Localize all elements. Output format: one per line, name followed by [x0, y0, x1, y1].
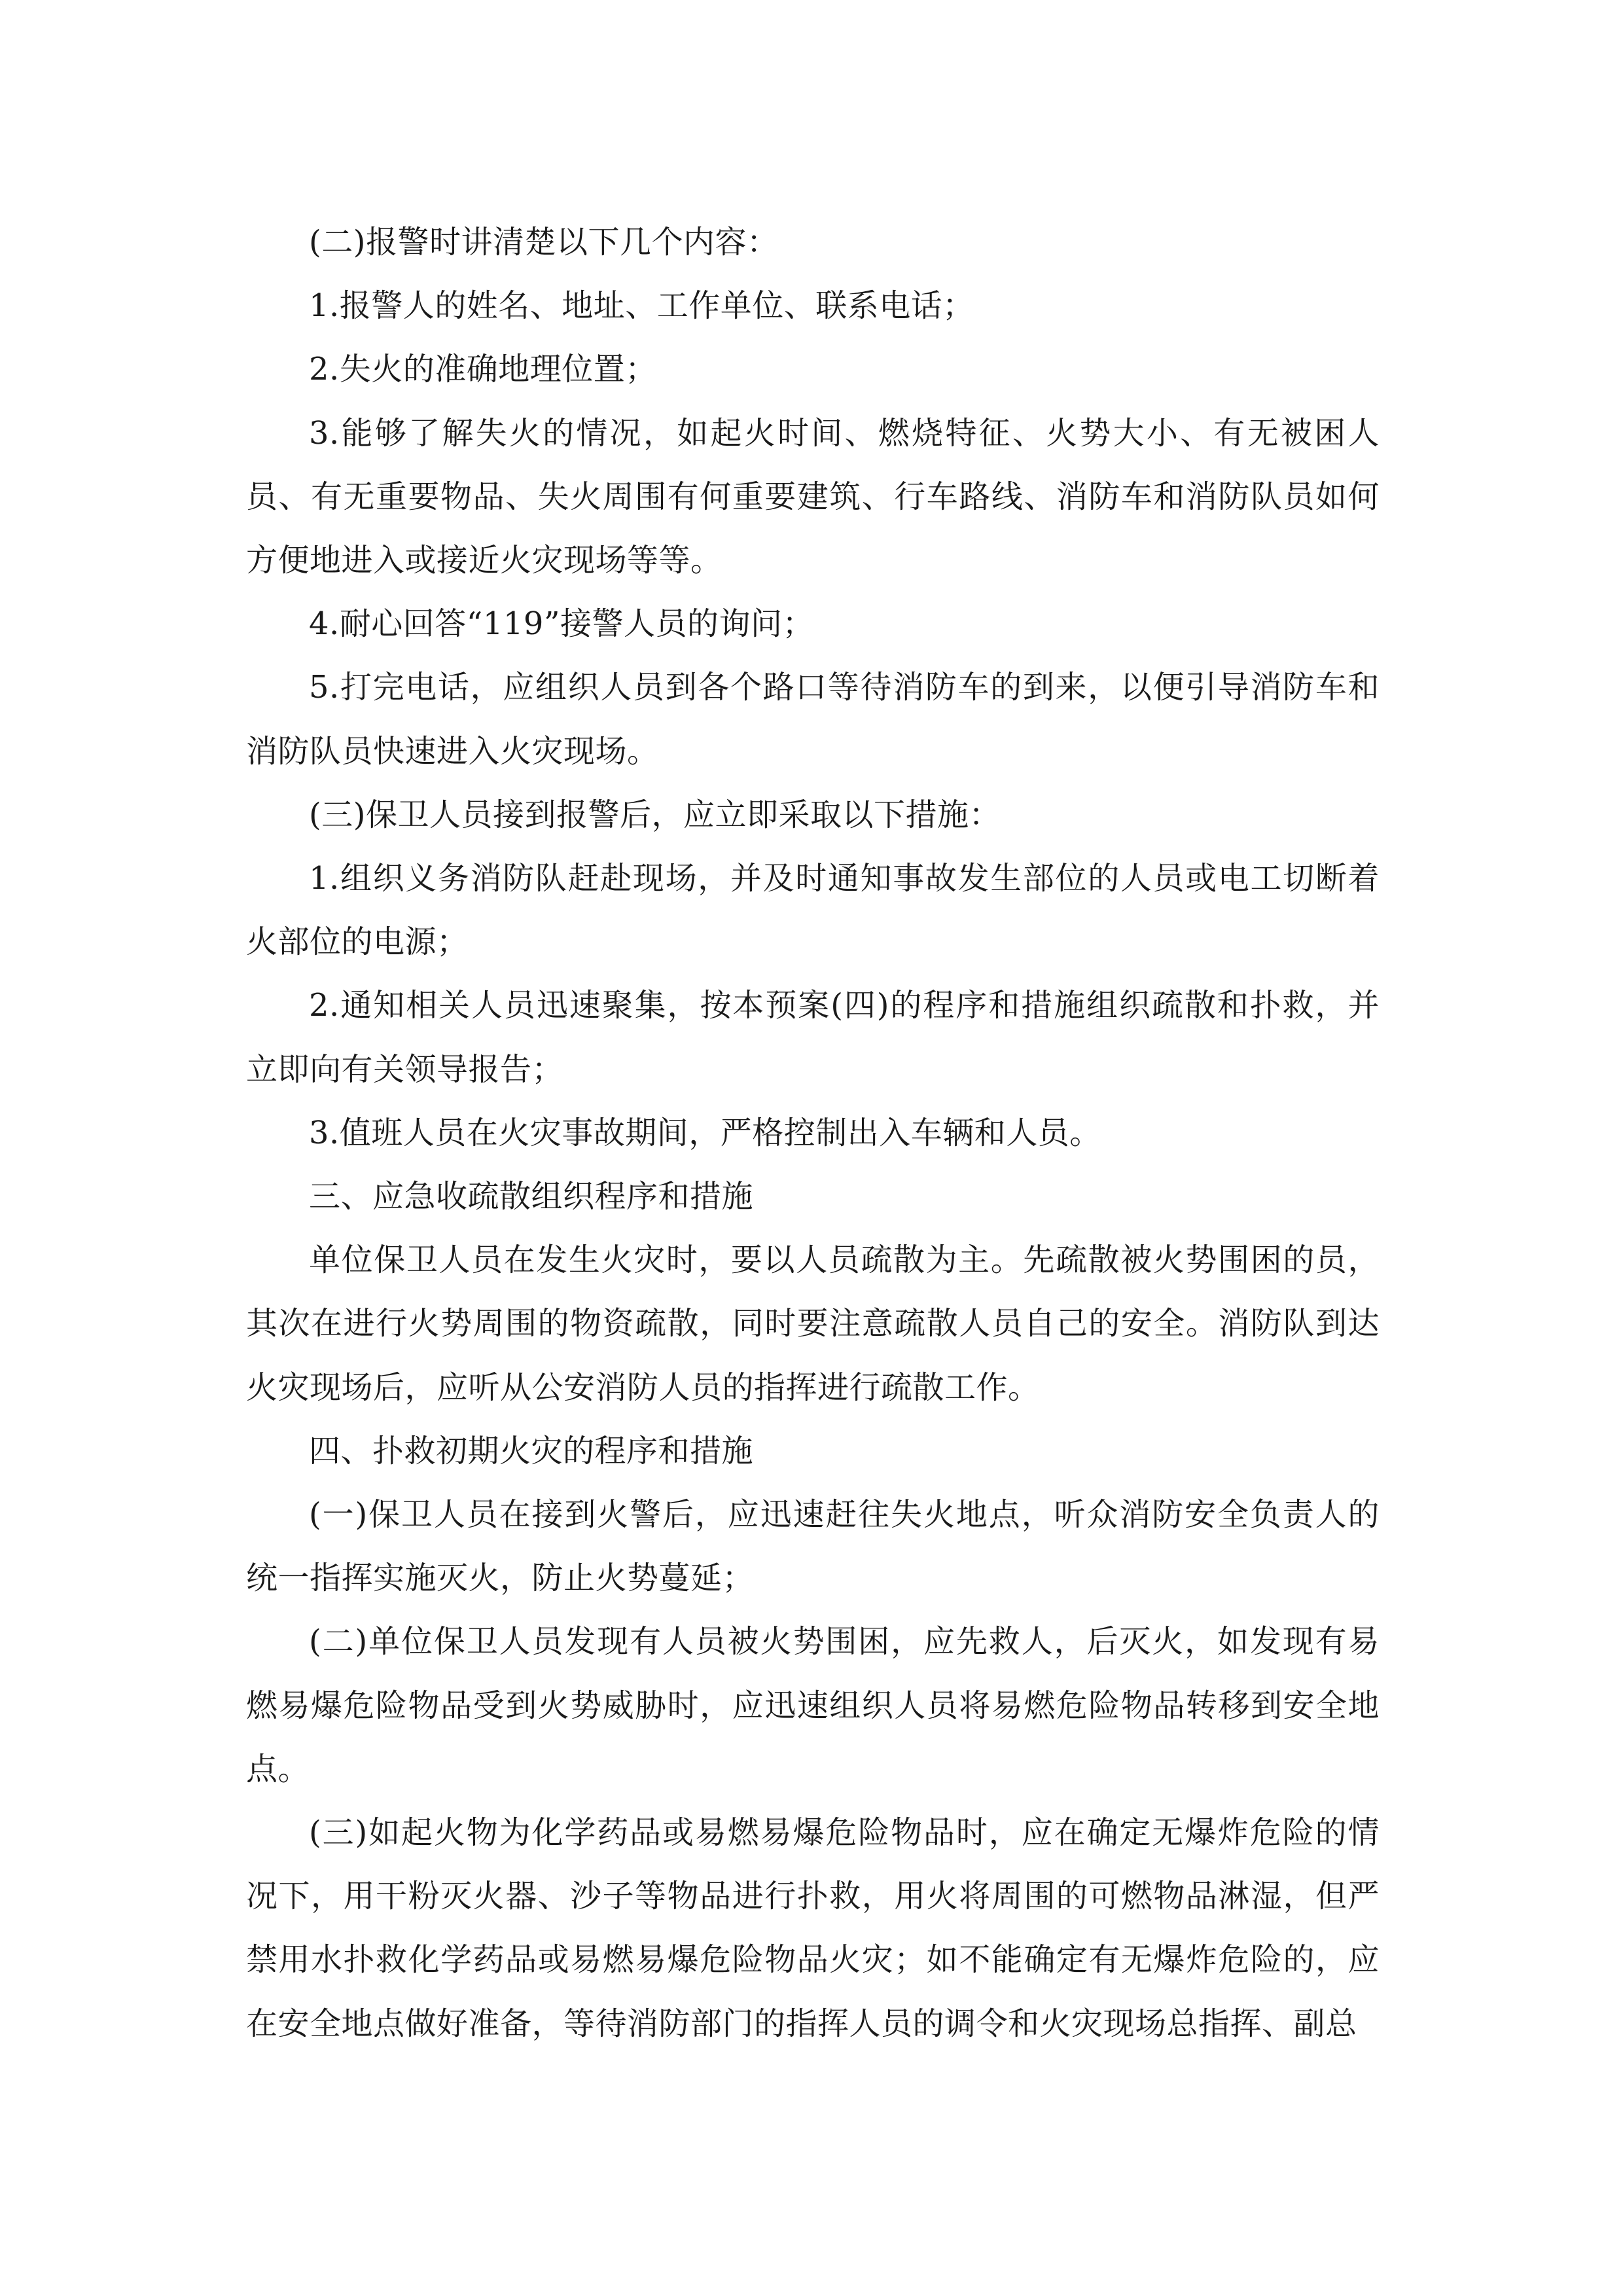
section-heading-initial-firefighting: 四、扑救初期火灾的程序和措施 — [309, 1432, 754, 1469]
paragraph-reporter-info: 1.报警人的姓名、地址、工作单位、联系电话； — [309, 287, 974, 325]
paragraph-fire-situation: 3.能够了解失火的情况，如起火时间、燃烧特征、火势大小、有无被困人员、有无重要物品、失火周围有何重要建筑、行车路线、消防车和消防队员如何方便地进入或接近火灾现场等等。 — [246, 414, 1380, 579]
paragraph-security-measures-heading: (三)保卫人员接到报警后，应立即采取以下措施： — [309, 796, 1001, 833]
paragraph-fire-location: 2.失火的准确地理位置； — [309, 351, 657, 388]
paragraph-answer-119: 4.耐心回答“119”接警人员的询问； — [309, 605, 814, 643]
section-heading-evacuation: 三、应急收疏散组织程序和措施 — [309, 1178, 754, 1215]
paragraph-alarm-content-heading: (二)报警时讲清楚以下几个内容： — [309, 224, 779, 260]
paragraph-notify-personnel: 2.通知相关人员迅速聚集，按本预案(四)的程序和措施组织疏散和扑救，并立即向有关领导报告； — [246, 987, 1380, 1088]
paragraph-control-vehicles: 3.值班人员在火灾事故期间，严格控制出入车辆和人员。 — [309, 1114, 1101, 1151]
paragraph-evacuation-details: 单位保卫人员在发生火灾时，要以人员疏散为主。先疏散被火势围困的员，其次在进行火势周围的物资疏散，同时要注意疏散人员自己的安全。消防队到达火灾现场后，应听从公安消防人员的指挥进行疏散工作。 — [246, 1242, 1380, 1406]
paragraph-chemical-fire: (三)如起火物为化学药品或易燃易爆危险物品时，应在确定无爆炸危险的情况下，用干粉灭火器、沙子等物品进行扑救，用火将周围的可燃物品淋湿，但严禁用水扑救化学药品或易燃易爆危险物品火灾；如不能确定有无爆炸危险的，应在安全地点做好准备，等待消防部门的指挥人员的调令和火灾现场总指挥、副总 — [246, 1814, 1380, 2042]
paragraph-guide-fire-truck: 5.打完电话，应组织人员到各个路口等待消防车的到来，以便引导消防车和消防队员快速进入火灾现场。 — [246, 669, 1380, 770]
paragraph-rush-to-fire: (一)保卫人员在接到火警后，应迅速赶往失火地点，听众消防安全负责人的统一指挥实施灭火，防止火势蔓延； — [246, 1496, 1380, 1597]
document-body — [246, 211, 1380, 2056]
paragraph-rescue-first: (二)单位保卫人员发现有人员被火势围困，应先救人，后灭火，如发现有易燃易爆危险物品受到火势威胁时，应迅速组织人员将易燃危险物品转移到安全地点。 — [246, 1623, 1380, 1787]
paragraph-organize-fire-team: 1.组织义务消防队赶赴现场，并及时通知事故发生部位的人员或电工切断着火部位的电源； — [246, 860, 1380, 961]
